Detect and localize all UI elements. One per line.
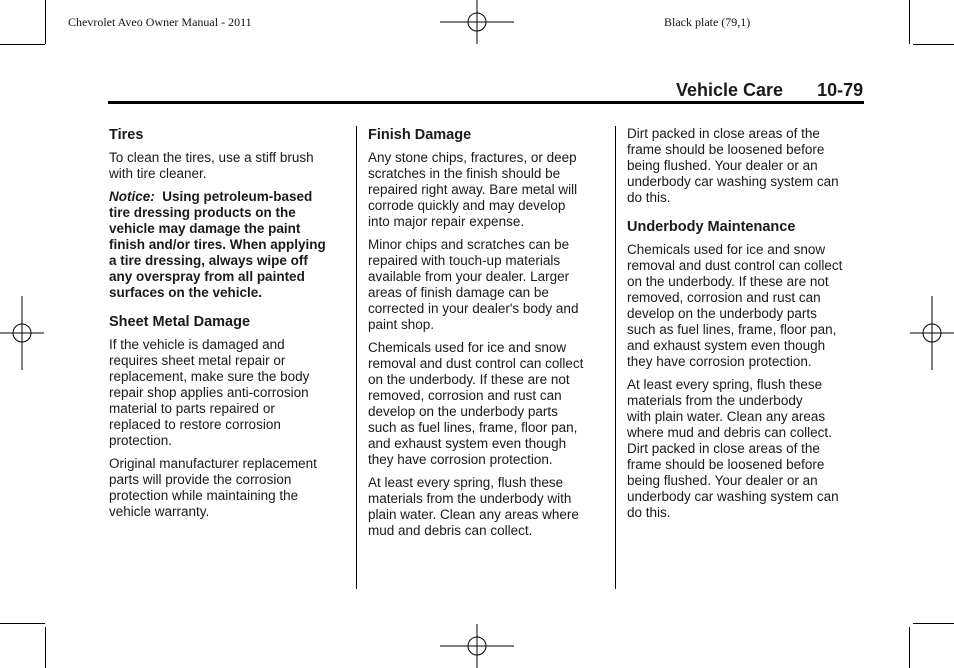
underbody-heading: Underbody Maintenance — [627, 219, 796, 235]
tires-paragraph: To clean the tires, use a stiff brush with tire cleaner. — [109, 150, 314, 181]
sheet-metal-paragraph-2: Original manufacturer replacement parts will provide the corrosion protection while maintaining the vehicle warranty. — [109, 456, 317, 519]
crop-mark-bottom-left-h — [0, 623, 45, 624]
notice-text: Using petroleum-based tire dressing products on the vehicle may damage the paint finish and/or tires. When applying a tire dressing, always wipe off any overspray from all painted surfaces on the vehicle. — [109, 189, 326, 300]
column-1 — [109, 126, 347, 527]
crop-mark-bottom-right-v — [909, 627, 910, 668]
tires-heading: Tires — [109, 127, 144, 143]
registration-mark-bottom — [440, 624, 514, 668]
section-title: Vehicle Care — [676, 80, 784, 100]
print-meta-manual-title: Chevrolet Aveo Owner Manual - 2011 — [68, 15, 252, 29]
registration-mark-right — [910, 296, 954, 370]
sheet-metal-heading: Sheet Metal Damage — [109, 314, 251, 330]
finish-damage-heading: Finish Damage — [368, 127, 472, 143]
registration-mark-top — [440, 0, 514, 44]
crop-mark-top-left-v — [45, 0, 46, 44]
registration-mark-left — [0, 296, 44, 370]
crop-mark-top-left-h — [0, 44, 45, 45]
print-meta-plate: Black plate (79,1) — [664, 15, 751, 29]
sheet-metal-paragraph-1: If the vehicle is damaged and requires sheet metal repair or replacement, make sure the body repair shop applies anti-corrosion material to parts repaired or replaced to restore corrosion protection. — [109, 337, 310, 448]
crop-mark-top-right-h — [913, 44, 954, 45]
column-divider-2 — [615, 126, 616, 589]
page-header — [676, 80, 863, 101]
continued-paragraph: Dirt packed in close areas of the frame should be loosened before being flushed. Your dealer or an underbody car washing system can do this. — [627, 126, 839, 205]
notice-paragraph — [109, 189, 347, 301]
crop-mark-bottom-left-v — [45, 627, 46, 668]
notice-label: Notice: — [109, 189, 155, 204]
finish-paragraph-2: Minor chips and scratches can be repaired with touch-up materials available from your dealer. Larger areas of finish damage can be corrected in your dealer's body and paint shop. — [368, 237, 579, 332]
page-number: 10-79 — [817, 80, 864, 100]
finish-paragraph-3: Chemicals used for ice and snow removal and dust control can collect on the underbody. If these are not removed, corrosion and rust can develop on the underbody parts such as fuel lines, frame, floor pan, and exhaust system even though they have corrosion protection. — [368, 340, 584, 467]
column-divider-1 — [356, 126, 357, 589]
crop-mark-top-right-v — [909, 0, 910, 44]
finish-paragraph-4: At least every spring, flush these materials from the underbody with plain water. Clean any areas where mud and debris can collect. — [368, 475, 579, 538]
underbody-paragraph-1: Chemicals used for ice and snow removal and dust control can collect on the underbody. If these are not removed, corrosion and rust can develop on the underbody parts such as fuel lines, frame, floor pan, and exhaust system even though they have corrosion protection. — [627, 242, 843, 369]
finish-paragraph-1: Any stone chips, fractures, or deep scratches in the finish should be repaired right away. Bare metal will corrode quickly and may develop into major repair expense. — [368, 150, 578, 229]
underbody-paragraph-2: At least every spring, flush these materials from the underbody with plain water. Clean any areas where mud and debris can collect. Dirt packed in close areas of the frame should be loosened before being flushed. Your dealer or an underbody car washing system can do this. — [627, 377, 839, 520]
header-rule — [108, 101, 864, 104]
column-3 — [627, 126, 865, 528]
crop-mark-bottom-right-h — [913, 623, 954, 624]
column-2 — [368, 126, 606, 546]
